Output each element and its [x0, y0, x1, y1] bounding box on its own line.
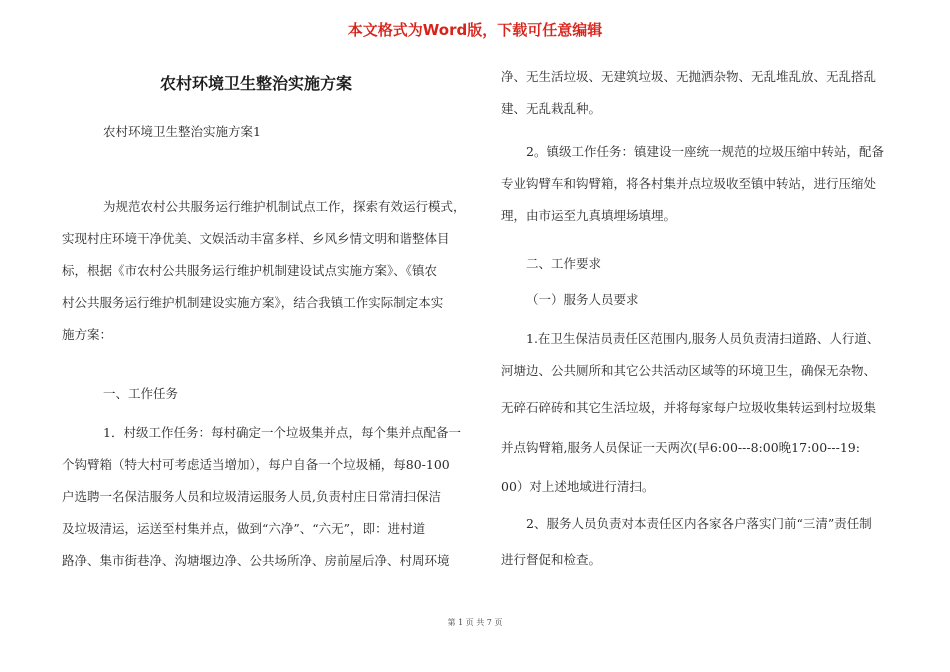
paragraph-line: 并点钩臂箱,服务人员保证一天两次(早6:00---8:00晚17:00---19: [501, 440, 860, 455]
paragraph-line: 施方案： [62, 327, 113, 342]
paragraph-line: 村公共服务运行维护机制建设实施方案》，结合我镇工作实际制定本实 [62, 295, 444, 310]
paragraph-line: 2、服务人员负责对本责任区内各家各户落实门前“三清”责任制 [526, 516, 872, 531]
paragraph-line: 1.在卫生保洁员责任区范围内,服务人员负责清扫道路、人行道、 [526, 331, 880, 346]
paragraph-line: 专业钩臂车和钩臂箱，将各村集并点垃圾收至镇中转站，进行压缩处 [501, 176, 877, 191]
paragraph-line: 00）对上述地域进行清扫。 [501, 479, 655, 494]
paragraph-line: 2。镇级工作任务：镇建设一座统一规范的垃圾压缩中转站，配备 [526, 144, 884, 159]
section-heading-requirements: 二、工作要求 [526, 256, 602, 271]
paragraph-line: 为规范农村公共服务运行维护机制试点工作，探索有效运行模式， [103, 199, 466, 214]
paragraph-line: 进行督促和检查。 [501, 552, 602, 567]
paragraph-line: 及垃圾清运，运送至村集并点，做到“六净”、“六无”，即：进村道 [62, 521, 426, 536]
paragraph-line: 路净、集市街巷净、沟塘堰边净、公共场所净、房前屋后净、村周环境 [62, 553, 450, 568]
subsection-heading-staff: （一）服务人员要求 [526, 292, 639, 307]
paragraph-line: 理，由市运至九真填埋场填埋。 [501, 208, 677, 223]
paragraph-line: 河塘边、公共厕所和其它公共活动区域等的环境卫生，确保无杂物、 [501, 363, 877, 378]
paragraph-line: 1．村级工作任务：每村确定一个垃圾集并点，每个集并点配备一 [103, 425, 461, 440]
page-number: 第 1 页 共 7 页 [447, 618, 503, 627]
paragraph-line: 建、无乱栽乱种。 [501, 101, 602, 116]
paragraph-line: 户选聘一名保洁服务人员和垃圾清运服务人员,负责村庄日常清扫保洁 [62, 489, 441, 504]
paragraph-line: 标，根据《市农村公共服务运行维护机制建设试点实施方案》、《镇农 [62, 263, 438, 278]
section-heading-tasks: 一、工作任务 [103, 386, 179, 401]
section-heading-plan-1: 农村环境卫生整治实施方案1 [103, 124, 261, 139]
paragraph-line: 无碎石碎砖和其它生活垃圾，并将每家每户垃圾收集转运到村垃圾集 [501, 400, 877, 415]
paragraph-line: 净、无生活垃圾、无建筑垃圾、无抛洒杂物、无乱堆乱放、无乱搭乱 [501, 69, 877, 84]
format-banner: 本文格式为Word版，下载可任意编辑 [347, 21, 603, 39]
document-title: 农村环境卫生整治实施方案 [160, 74, 353, 93]
paragraph-line: 个钩臂箱（特大村可考虑适当增加），每户自备一个垃圾桶，每80-100 [62, 457, 450, 472]
paragraph-line: 实现村庄环境干净优美、文娱活动丰富多样、乡风乡情文明和谐整体目 [62, 231, 450, 246]
